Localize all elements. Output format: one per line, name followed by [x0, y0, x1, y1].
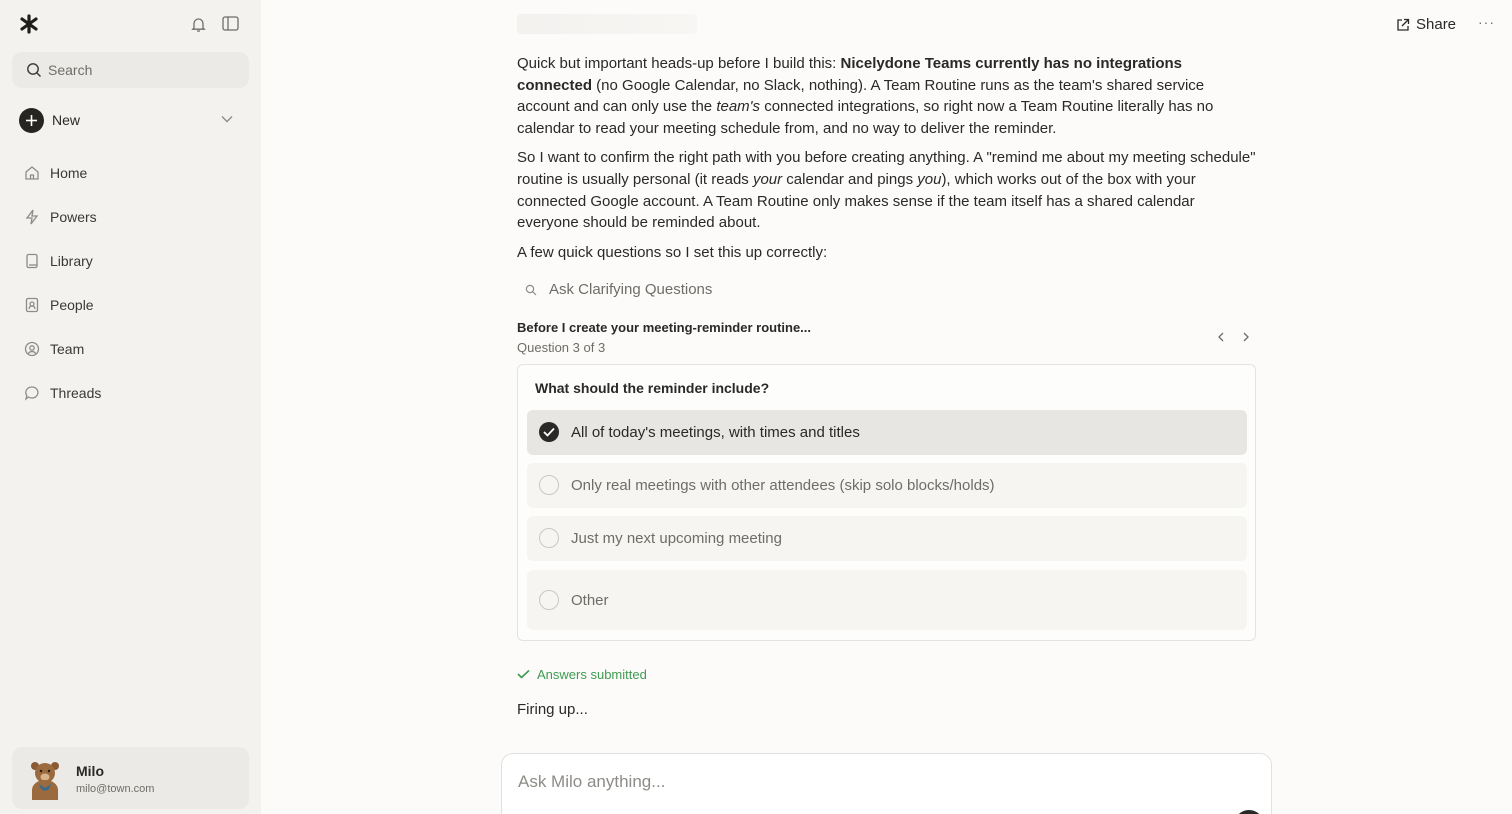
option-label: All of today's meetings, with times and titles [571, 424, 860, 441]
message-paragraph: Quick but important heads-up before I build this: Nicelydone Teams currently has no integrations connected (no Google Calendar, no Slack, nothing). A Team Routine runs as the team's shared service account and can only use the team's connected integrations, so right now a Team Routine literally has no calendar to read your meeting schedule from, and no way to deliver the reminder. [517, 55, 1214, 137]
plus-icon [19, 108, 44, 133]
radio-icon [539, 528, 559, 548]
search-icon [525, 284, 537, 296]
message-composer[interactable] [501, 753, 1272, 814]
user-email: milo@town.com [76, 783, 155, 795]
share-button[interactable] [1394, 14, 1460, 36]
option-real-meetings-only[interactable] [527, 463, 1247, 508]
option-label: Other [571, 592, 609, 609]
sidebar-item-label: Home [50, 165, 88, 181]
tool-call-ask-clarifying-questions[interactable] [517, 279, 817, 301]
new-label: New [52, 112, 81, 128]
question-card [517, 364, 1256, 641]
question-counter: Question 3 of 3 [517, 340, 606, 355]
sidebar-item-label: Powers [50, 209, 97, 225]
checked-radio-icon [539, 422, 559, 442]
search-icon [26, 62, 42, 78]
more-options-button[interactable]: ··· [1478, 14, 1495, 30]
asterisk-logo-icon[interactable] [19, 14, 39, 34]
message-paragraph: So I want to confirm the right path with you before creating anything. A "remind me about my meeting schedule" routine is usually personal (it reads your calendar and pings you), which works out of the box with your connected Google account. A Team Routine only makes sense if the team itself has a shared calendar everyone should be reminded about. [517, 149, 1256, 232]
sidebar-item-team[interactable] [24, 338, 244, 360]
team-icon [24, 341, 40, 357]
user-profile-card[interactable] [12, 747, 249, 809]
new-button[interactable] [19, 108, 241, 133]
sidebar-item-label: Library [50, 253, 93, 269]
sidebar-item-powers[interactable] [24, 206, 244, 228]
thread-title-placeholder [517, 14, 697, 34]
share-label: Share [1416, 16, 1457, 33]
chevron-right-icon[interactable] [1240, 331, 1252, 343]
book-icon [24, 253, 40, 269]
sidebar-item-home[interactable] [24, 162, 244, 184]
radio-icon [539, 475, 559, 495]
option-next-meeting[interactable] [527, 516, 1247, 561]
sidebar-item-threads[interactable] [24, 382, 244, 404]
composer-placeholder: Ask Milo anything... [518, 772, 666, 791]
answers-submitted-status [517, 665, 717, 685]
option-label: Only real meetings with other attendees (skip solo blocks/holds) [571, 477, 995, 494]
send-button[interactable] [1234, 810, 1264, 814]
sidebar-item-label: Threads [50, 385, 102, 401]
chat-bubble-icon [24, 385, 40, 401]
sidebar-item-people[interactable] [24, 294, 244, 316]
option-all-todays-meetings[interactable] [527, 410, 1247, 455]
option-other[interactable] [527, 570, 1247, 630]
chevron-left-icon[interactable] [1215, 331, 1227, 343]
avatar [27, 758, 63, 800]
sidebar-item-library[interactable] [24, 250, 244, 272]
submitted-label: Answers submitted [537, 667, 647, 682]
sidebar-item-label: Team [50, 341, 85, 357]
search-input[interactable] [12, 52, 249, 88]
question-title: What should the reminder include? [535, 380, 770, 396]
chevron-down-icon[interactable] [221, 115, 233, 123]
tool-call-label: Ask Clarifying Questions [549, 281, 713, 298]
questions-heading: Before I create your meeting-reminder routine... [517, 320, 812, 335]
user-name: Milo [76, 763, 104, 779]
assistant-message [517, 53, 1257, 271]
option-label: Just my next upcoming meeting [571, 530, 782, 547]
sidebar-item-label: People [50, 297, 94, 313]
check-icon [517, 669, 530, 679]
message-paragraph: A few quick questions so I set this up correctly: [517, 243, 828, 261]
share-icon [1396, 18, 1410, 32]
contacts-icon [24, 297, 40, 313]
firing-status: Firing up... [517, 701, 588, 718]
bell-icon[interactable] [190, 16, 207, 33]
bolt-icon [24, 209, 40, 225]
search-placeholder: Search [48, 62, 93, 78]
home-icon [24, 165, 40, 181]
radio-icon [539, 590, 559, 610]
sidebar-toggle-icon[interactable] [222, 16, 239, 31]
sidebar [0, 0, 261, 814]
